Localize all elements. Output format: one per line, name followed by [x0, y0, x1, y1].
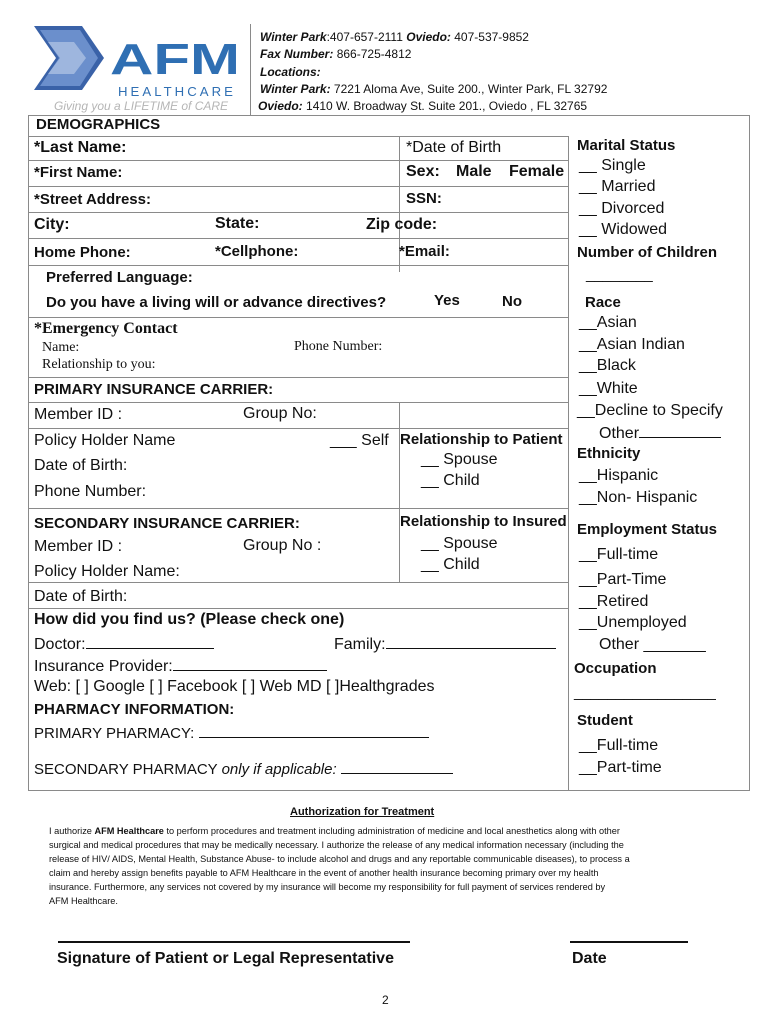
occupation-blank[interactable]: _________________: [574, 684, 716, 701]
date-line[interactable]: [570, 941, 688, 943]
secondary-group-no-label: Group No :: [243, 537, 322, 554]
header-location-oviedo: Oviedo: 1410 W. Broadway St. Suite 201., Oviedo , FL 32765: [258, 99, 588, 113]
find-web-options[interactable]: Web: [ ] Google [ ] Facebook [ ] Web MD [ ]Healthgrades: [34, 678, 435, 695]
city-label: City:: [34, 216, 70, 233]
find-family-field[interactable]: Family:: [334, 634, 556, 654]
secondary-insurance-heading: SECONDARY INSURANCE CARRIER:: [34, 515, 300, 532]
find-doctor-field[interactable]: Doctor:: [34, 634, 214, 654]
cellphone-label: *Cellphone:: [215, 243, 299, 260]
header-divider: [250, 24, 251, 116]
secondary-spouse-option[interactable]: __ Spouse: [421, 535, 498, 552]
email-label: *Email:: [399, 243, 450, 260]
row-line: [28, 508, 568, 509]
form-bottom-border: [28, 790, 750, 791]
employment-retired-option[interactable]: __Retired: [579, 593, 649, 610]
primary-phone-label: Phone Number:: [34, 483, 147, 500]
primary-insurance-heading: PRIMARY INSURANCE CARRIER:: [34, 381, 274, 398]
logo-brand: AFM: [110, 35, 240, 84]
secondary-pharmacy-field[interactable]: SECONDARY PHARMACY only if applicable:: [34, 761, 453, 778]
primary-member-id-label: Member ID :: [34, 406, 123, 423]
student-part-time-option[interactable]: __Part-time: [579, 759, 662, 776]
employment-unemployed-option[interactable]: __Unemployed: [579, 614, 687, 631]
ethnicity-non-hispanic-option[interactable]: __Non- Hispanic: [579, 489, 698, 506]
emergency-phone-label: Phone Number:: [294, 339, 383, 354]
company-logo: [34, 24, 244, 102]
row-line: [28, 186, 568, 187]
living-will-no[interactable]: No: [502, 293, 522, 310]
row-line: [28, 265, 568, 266]
find-us-heading: How did you find us? (Please check one): [34, 611, 345, 628]
race-other-field[interactable]: Other: [599, 423, 721, 443]
living-will-yes[interactable]: Yes: [434, 292, 460, 309]
race-black-option[interactable]: __Black: [579, 357, 636, 374]
primary-policy-holder-label: Policy Holder Name: [34, 432, 176, 449]
state-label: State:: [215, 215, 260, 232]
employment-status-heading: Employment Status: [577, 521, 718, 538]
student-heading: Student: [577, 712, 633, 729]
employment-full-time-option[interactable]: __Full-time: [579, 546, 659, 563]
primary-spouse-option[interactable]: __ Spouse: [421, 451, 498, 468]
marital-married-option[interactable]: __ Married: [579, 178, 656, 195]
sex-label: Sex:: [406, 163, 440, 180]
row-line: [28, 402, 568, 403]
home-phone-label: Home Phone:: [34, 244, 131, 261]
signature-label: Signature of Patient or Legal Representative: [57, 950, 394, 967]
primary-pharmacy-field[interactable]: PRIMARY PHARMACY:: [34, 725, 429, 742]
insurance-divider: [399, 402, 400, 428]
relationship-to-insured-heading: Relationship to Insured: [400, 513, 567, 530]
ssn-label: SSN:: [406, 190, 442, 207]
living-will-question: Do you have a living will or advance directives?: [46, 294, 387, 311]
marital-single-option[interactable]: __ Single: [579, 157, 646, 174]
primary-self-option[interactable]: ___ Self: [330, 432, 389, 449]
row-line: [28, 377, 568, 378]
row-line: [28, 428, 568, 429]
marital-widowed-option[interactable]: __ Widowed: [579, 221, 668, 238]
occupation-heading: Occupation: [574, 660, 657, 677]
form-left-border: [28, 115, 29, 790]
header-location-winter-park: Winter Park: 7221 Aloma Ave, Suite 200., Winter Park, FL 32792: [260, 82, 608, 96]
emergency-contact-heading: *Emergency Contact: [34, 320, 178, 337]
authorization-text: I authorize AFM Healthcare to perform procedures and treatment including administration of medicine and local anesthetics along with other surgical and medical procedures that may be medically necessary. I authorize the release of any medical information necessary (including the release of HIV/ AIDS, Mental Health, Substance Abuse- to include alcohol and drugs and any reportable communicable diseases), to process a claim and hereby assign benefits payable to AFM Healthcare in the event of another health insurance becoming primary over my health insurance. Furthermore, any services not covered by my insurance will become my responsibility for full payment of services rendered by AFM Healthcare.: [49, 826, 630, 906]
primary-dob-label: Date of Birth:: [34, 457, 128, 474]
form-right-border: [749, 115, 750, 790]
row-line: [28, 160, 568, 161]
race-heading: Race: [585, 294, 621, 311]
row-line: [28, 582, 568, 583]
signature-line[interactable]: [58, 941, 410, 943]
row-line: [28, 212, 568, 213]
demographics-heading: DEMOGRAPHICS: [36, 116, 161, 133]
preferred-language-label: Preferred Language:: [46, 269, 193, 286]
race-white-option[interactable]: __White: [579, 380, 638, 397]
logo-brand-sub: HEALTHCARE: [118, 84, 236, 99]
zip-code-label: Zip code:: [366, 216, 438, 233]
emergency-relationship-label: Relationship to you:: [42, 357, 156, 372]
sex-option-female[interactable]: Female: [509, 163, 565, 180]
date-of-birth-label: *Date of Birth: [406, 139, 502, 156]
race-decline-option[interactable]: __Decline to Specify: [577, 402, 723, 419]
relationship-to-patient-heading: Relationship to Patient: [400, 431, 563, 448]
race-asian-option[interactable]: __Asian: [579, 314, 637, 331]
secondary-dob-label: Date of Birth:: [34, 588, 128, 605]
ethnicity-heading: Ethnicity: [577, 445, 641, 462]
header-fax: Fax Number: 866-725-4812: [260, 47, 412, 61]
header-phones: Winter Park:407-657-2111 Oviedo: 407-537-9852: [260, 30, 529, 44]
row-line: [28, 238, 568, 239]
row-line: [28, 317, 568, 318]
emergency-name-label: Name:: [42, 340, 80, 355]
employment-other-field[interactable]: Other _______: [599, 636, 706, 653]
row-line: [28, 608, 568, 609]
number-of-children-blank[interactable]: ________: [586, 266, 653, 283]
header-locations-label: Locations:: [260, 65, 321, 79]
page-number: 2: [382, 993, 389, 1007]
number-of-children-heading: Number of Children: [577, 244, 718, 261]
employment-part-time-option[interactable]: __Part-Time: [579, 571, 667, 588]
find-insurance-provider-field[interactable]: Insurance Provider:: [34, 656, 327, 676]
primary-child-option[interactable]: __ Child: [421, 472, 480, 489]
side-column-divider: [568, 136, 569, 790]
marital-status-heading: Marital Status: [577, 137, 676, 154]
primary-group-no-label: Group No:: [243, 405, 317, 422]
last-name-label: *Last Name:: [34, 139, 127, 156]
sex-option-male[interactable]: Male: [456, 163, 492, 180]
secondary-child-option[interactable]: __ Child: [421, 556, 480, 573]
pharmacy-heading: PHARMACY INFORMATION:: [34, 701, 235, 718]
secondary-policy-holder-label: Policy Holder Name:: [34, 563, 180, 580]
first-name-label: *First Name:: [34, 164, 123, 181]
logo-tagline: Giving you a LIFETIME of CARE: [54, 99, 229, 113]
student-full-time-option[interactable]: __Full-time: [579, 737, 659, 754]
date-label: Date: [572, 950, 607, 967]
street-address-label: *Street Address:: [34, 191, 151, 208]
ethnicity-hispanic-option[interactable]: __Hispanic: [579, 467, 659, 484]
race-asian-indian-option[interactable]: __Asian Indian: [579, 336, 685, 353]
authorization-heading: Authorization for Treatment: [290, 806, 435, 818]
marital-divorced-option[interactable]: __ Divorced: [579, 200, 665, 217]
secondary-member-id-label: Member ID :: [34, 538, 123, 555]
row-line: [28, 136, 568, 137]
